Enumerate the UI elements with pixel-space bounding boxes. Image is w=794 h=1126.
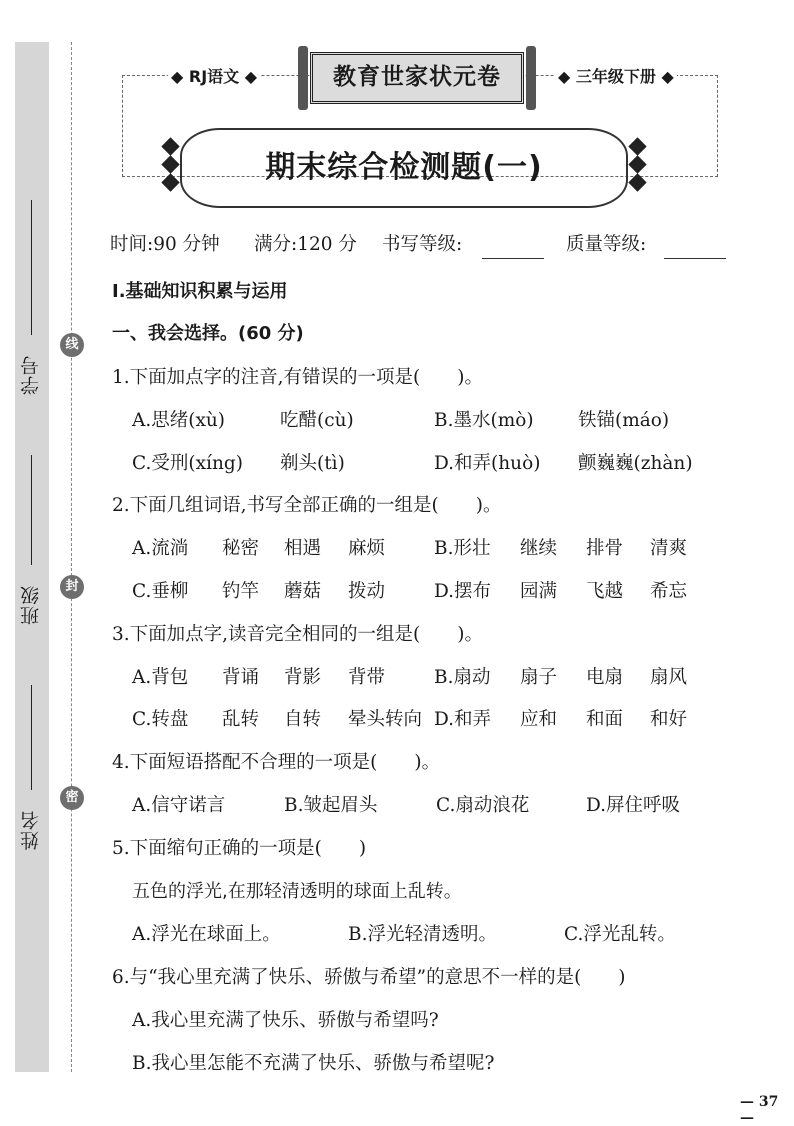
q3-option: B.扇动	[434, 667, 491, 688]
q1-option: B.墨水(mò)	[434, 410, 534, 431]
student-id-blank	[31, 200, 32, 335]
q3-word: 背诵	[222, 667, 260, 688]
q2-word: 拨动	[348, 581, 386, 602]
q5-stem: 5.下面缩句正确的一项是( )	[112, 838, 367, 859]
student-id-label: 学号	[20, 355, 42, 395]
q5-option: B.浮光轻清透明。	[348, 924, 497, 945]
q2-word: 钓竿	[222, 581, 260, 602]
q3-word: 自转	[284, 709, 322, 730]
time-limit: 时间:90 分钟	[110, 234, 220, 255]
q6-option-b: B.我心里怎能不充满了快乐、骄傲与希望呢?	[132, 1053, 495, 1074]
scroll-right-roll	[526, 46, 536, 110]
q3-word: 晕头转向	[348, 709, 423, 730]
q3-word: 电扇	[586, 667, 624, 688]
q2-word: 希忘	[650, 581, 688, 602]
name-label: 姓名	[20, 810, 42, 850]
class-blank	[31, 455, 32, 565]
q2-word: 清爽	[650, 538, 688, 559]
seal-line-mark: 线	[60, 333, 84, 357]
q5-option: A.浮光在球面上。	[132, 924, 281, 945]
q3-option: C.转盘	[132, 709, 189, 730]
q4-stem: 4.下面短语搭配不合理的一项是( )。	[112, 752, 441, 773]
quality-grade-blank	[664, 256, 726, 259]
q2-option: D.摆布	[434, 581, 492, 602]
q3-word: 扇风	[650, 667, 688, 688]
cut-line	[71, 42, 72, 1072]
q1-option: 颤巍巍(zhàn)	[578, 453, 693, 474]
part-heading: 一、我会选择。(60 分)	[112, 323, 304, 344]
q1-stem: 1.下面加点字的注音,有错误的一项是( )。	[112, 367, 483, 388]
class-label: 班级	[20, 585, 42, 625]
writing-grade-blank	[482, 256, 544, 259]
brand-title: 教育世家状元卷	[310, 52, 524, 104]
q2-word: 蘑菇	[284, 581, 322, 602]
q3-option: A.背包	[132, 667, 189, 688]
q2-word: 相遇	[284, 538, 322, 559]
q2-stem: 2.下面几组词语,书写全部正确的一组是( )。	[112, 495, 502, 516]
q2-word: 排骨	[586, 538, 624, 559]
subject-tag: ◆ RJ语文 ◆	[168, 64, 260, 87]
q3-word: 和好	[650, 709, 688, 730]
seal-secret-mark: 密	[60, 786, 84, 810]
q3-word: 扇子	[520, 667, 558, 688]
name-blank	[31, 685, 32, 790]
q1-option: D.和弄(huò)	[434, 453, 541, 474]
q1-option: A.思绪(xù)	[132, 410, 226, 431]
q2-option: C.垂柳	[132, 581, 189, 602]
q1-option: C.受刑(xíng)	[132, 453, 243, 474]
page-number: — 37 —	[740, 1094, 779, 1126]
section-heading: Ⅰ.基础知识积累与运用	[112, 281, 288, 302]
q2-option: A.流淌	[132, 538, 189, 559]
q4-option: A.信守诺言	[132, 795, 226, 816]
q1-option: 剃头(tì)	[280, 453, 345, 474]
q3-option: D.和弄	[434, 709, 492, 730]
q2-word: 飞越	[586, 581, 624, 602]
grade-tag: ◆ 三年级下册 ◆	[555, 64, 677, 87]
subject-label: RJ语文	[188, 67, 240, 86]
q3-word: 应和	[520, 709, 558, 730]
q2-word: 秘密	[222, 538, 260, 559]
scroll-left-roll	[298, 46, 308, 110]
q5-sentence: 五色的浮光,在那轻清透明的球面上乱转。	[132, 881, 462, 902]
full-score: 满分:120 分	[254, 234, 357, 255]
q3-stem: 3.下面加点字,读音完全相同的一组是( )。	[112, 624, 483, 645]
q4-option: C.扇动浪花	[436, 795, 530, 816]
quality-grade-label: 质量等级:	[566, 234, 647, 255]
q3-word: 背影	[284, 667, 322, 688]
q2-word: 麻烦	[348, 538, 386, 559]
grade-label: 三年级下册	[575, 67, 656, 86]
q6-stem: 6.与“我心里充满了快乐、骄傲与希望”的意思不一样的是( )	[112, 967, 626, 988]
q2-word: 园满	[520, 581, 558, 602]
q5-option: C.浮光乱转。	[564, 924, 676, 945]
q2-word: 继续	[520, 538, 558, 559]
binding-strip	[15, 42, 49, 1072]
q3-word: 乱转	[222, 709, 260, 730]
q4-option: D.屏住呼吸	[586, 795, 681, 816]
writing-grade-label: 书写等级:	[382, 234, 463, 255]
q1-option: 铁锚(máo)	[578, 410, 670, 431]
seal-seal-mark: 封	[60, 575, 84, 599]
q3-word: 和面	[586, 709, 624, 730]
q3-word: 背带	[348, 667, 386, 688]
exam-title: 期末综合检测题(一)	[180, 128, 628, 208]
q4-option: B.皱起眉头	[284, 795, 378, 816]
q6-option-a: A.我心里充满了快乐、骄傲与希望吗?	[132, 1010, 439, 1031]
q1-option: 吃醋(cù)	[280, 410, 354, 431]
q2-option: B.形壮	[434, 538, 491, 559]
